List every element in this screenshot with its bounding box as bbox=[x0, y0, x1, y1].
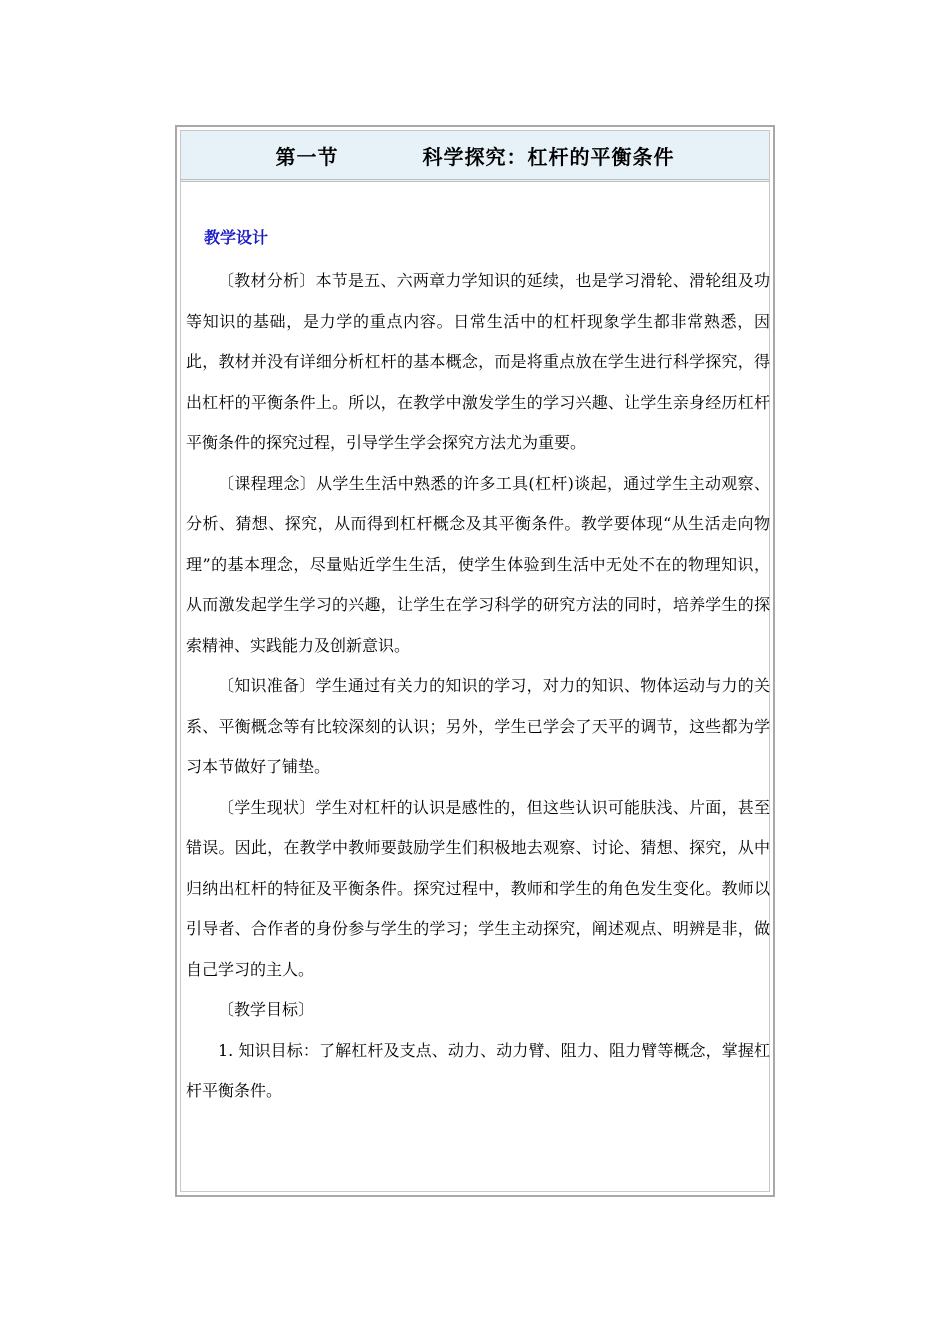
paragraph-knowledge-preparation: 〔知识准备〕学生通过有关力的知识的学习，对力的知识、物体运动与力的关系、平衡概念等有比较深刻的认识；另外，学生已学会了天平的调节，这些都为学习本节做好了铺垫。 bbox=[186, 676, 770, 776]
paragraph-curriculum-concept: 〔课程理念〕从学生生活中熟悉的许多工具(杠杆)谈起，通过学生主动观察、分析、猜想、探究，从而得到杠杆概念及其平衡条件。教学要体现“从生活走向物理”的基本理念，尽量贴近学生生活，使学生体验到生活中无处不在的物理知识，从而激发起学生学习的兴趣，让学生在学习科学的研究方法的同时，培养学生的探索精神、实践能力及创新意识。 bbox=[186, 473, 770, 655]
document-body bbox=[186, 225, 770, 1112]
paragraph-student-status: 〔学生现状〕学生对杠杆的认识是感性的，但这些认识可能肤浅、片面，甚至错误。因此，在教学中教师要鼓励学生们积极地去观察、讨论、猜想、探究，从中归纳出杠杆的特征及平衡条件。探究过程中，教师和学生的角色发生变化。教师以引导者、合作者的身份参与学生的学习；学生主动探究，阐述观点、明辨是非，做自己学习的主人。 bbox=[186, 797, 770, 979]
paragraph-textbook-analysis: 〔教材分析〕本节是五、六两章力学知识的延续，也是学习滑轮、滑轮组及功等知识的基础，是力学的重点内容。日常生活中的杠杆现象学生都非常熟悉，因此，教材并没有详细分析杠杆的基本概念，而是将重点放在学生进行科学探究，得出杠杆的平衡条件上。所以，在教学中激发学生的学习兴趣、让学生亲身经历杠杆平衡条件的探究过程，引导学生学会探究方法尤为重要。 bbox=[186, 271, 770, 452]
title-bar bbox=[181, 131, 769, 182]
section-heading: 教学设计 bbox=[204, 228, 269, 247]
paragraph-teaching-goals-heading: 〔教学目标〕 bbox=[218, 1000, 315, 1019]
document-frame bbox=[175, 125, 775, 1197]
page-title: 第一节 科学探究：杠杆的平衡条件 bbox=[275, 144, 675, 169]
document-inner-frame bbox=[180, 130, 770, 1192]
paragraph-knowledge-goal: 1. 知识目标：了解杠杆及支点、动力、动力臂、阻力、阻力臂等概念，掌握杠杆平衡条件。 bbox=[186, 1040, 770, 1100]
